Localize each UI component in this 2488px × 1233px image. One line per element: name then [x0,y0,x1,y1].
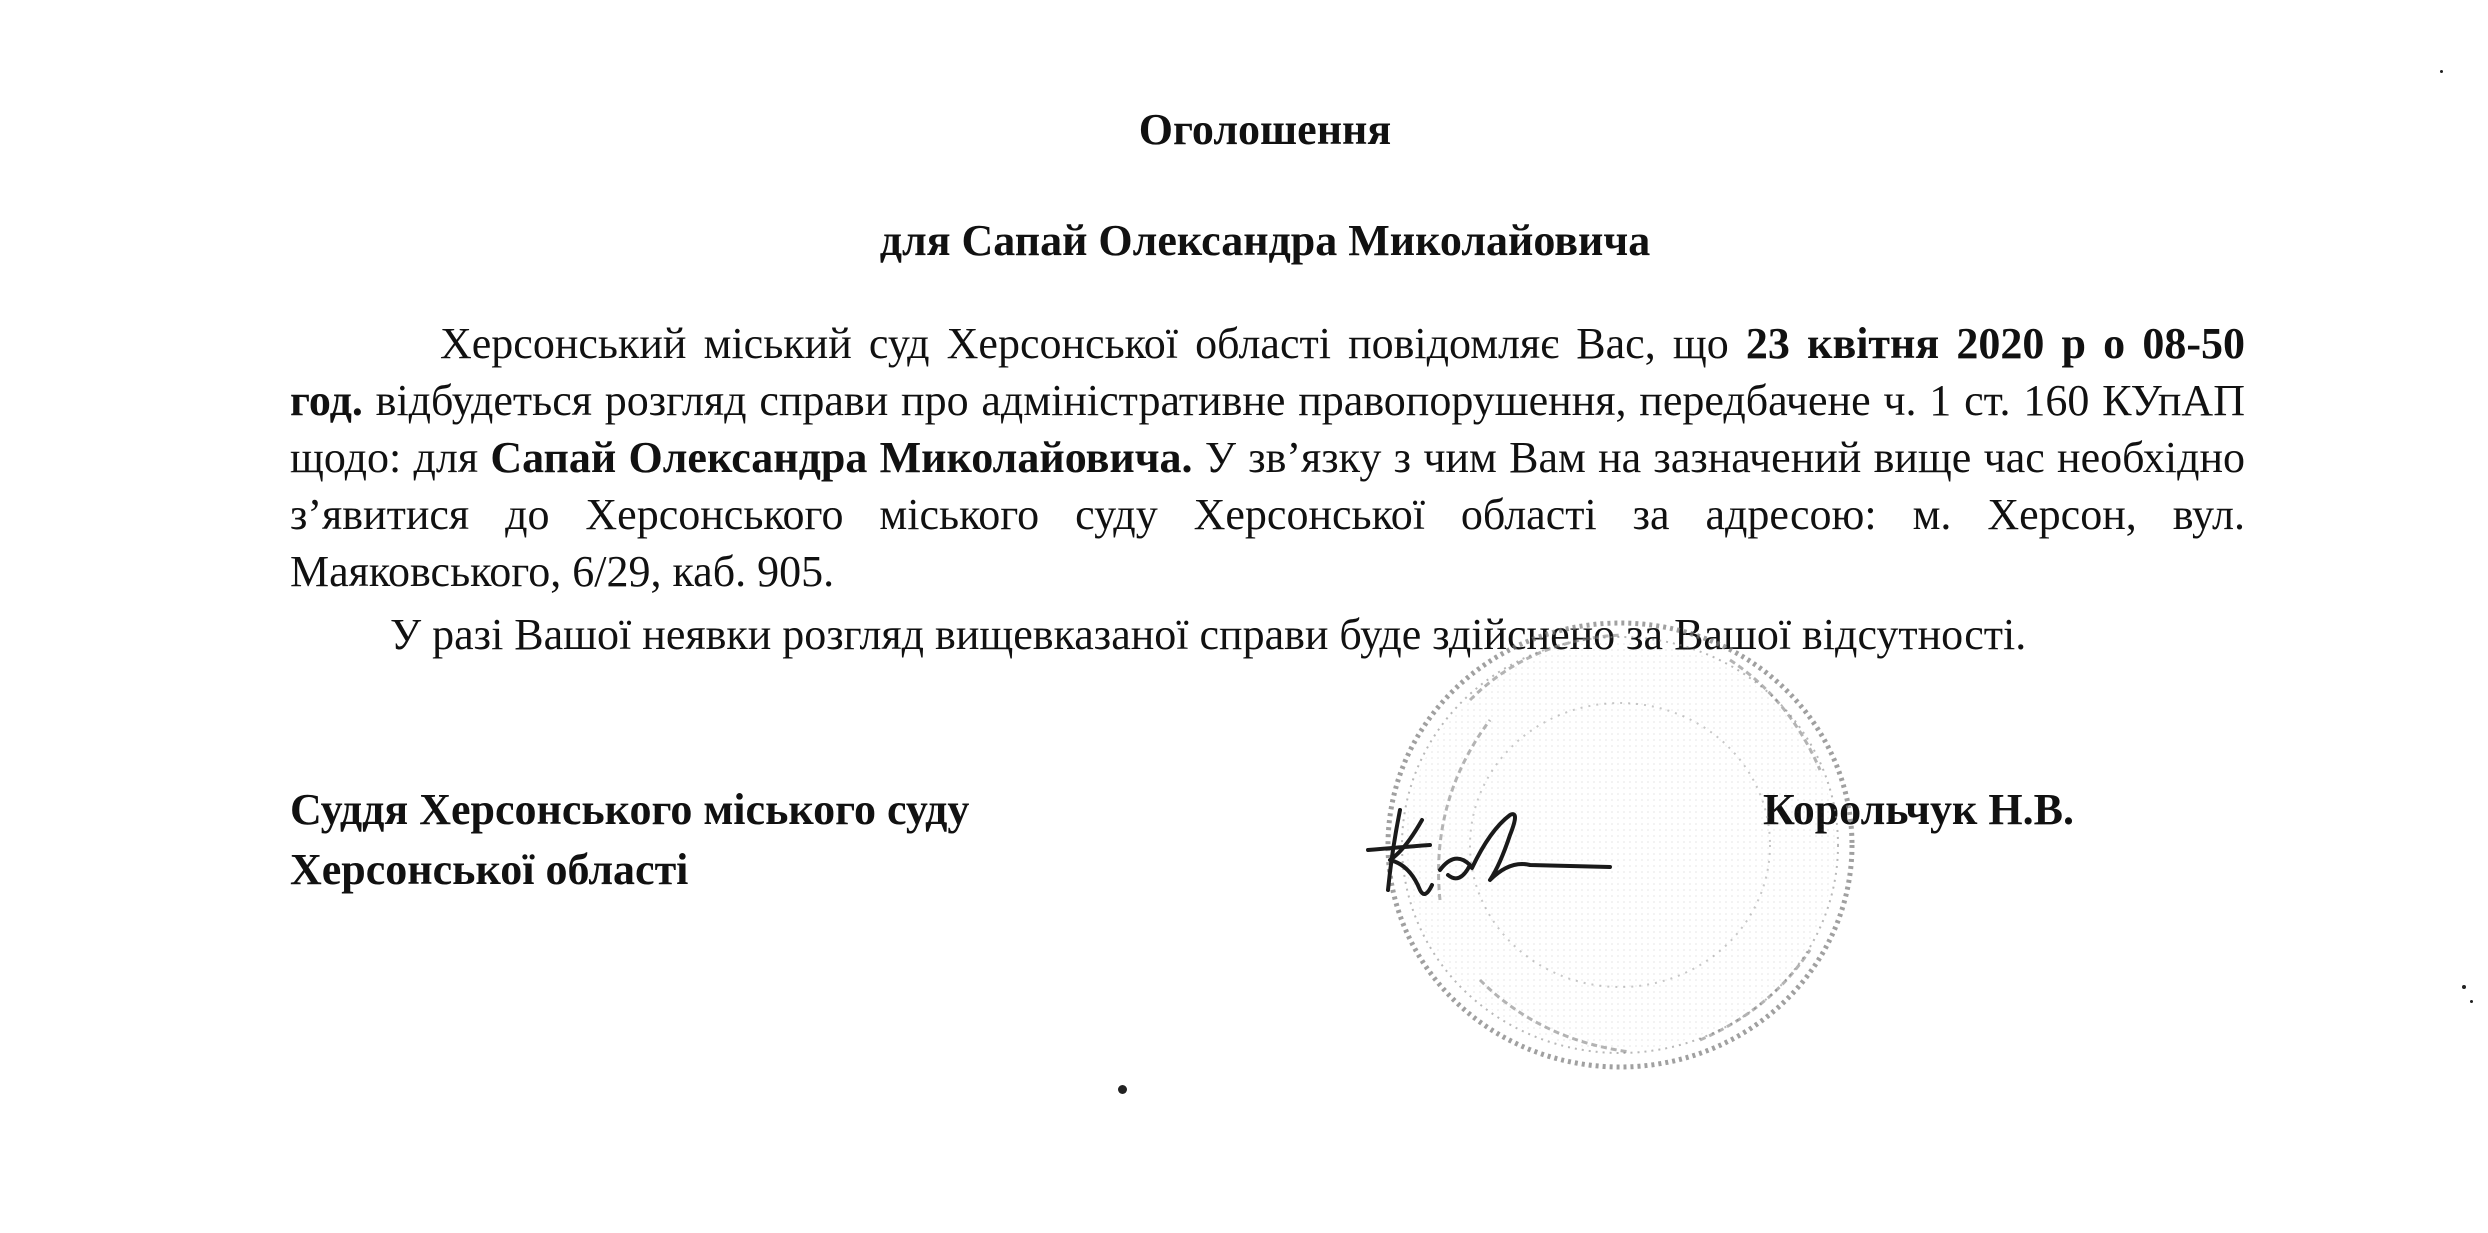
notice-text-part2: відбудеться розгляд справи про адміністративне правопорушення, передбачене ч. 1 ст. 160 КУпАП щодо: для [290,376,2245,482]
judge-name: Корольчук Н.В. [1763,785,2074,834]
notice-text-part1: Херсонський міський суд Херсонської області повідомляє Вас, що [440,319,1746,368]
judge-position-line1: Суддя Херсонського міського суду [290,785,970,834]
document-title: Оголошення [1138,105,1392,154]
court-stamp-icon [1370,600,1880,1080]
notice-text-part3: У зв’язку з чим Вам на зазначений вище час необхідно з’явитися до Херсонського міського суду Херсонської області за адресою: м. Херсон, вул. Маяковського, 6/29, каб. 905. [290,433,2245,596]
notice-paragraph [290,315,2245,600]
judge-position [290,780,969,900]
hearing-date-time: 23 квітня 2020 р о 08-50 год. [290,319,2245,425]
ink-speck [2462,985,2466,989]
document-body [290,315,2245,670]
ink-speck [2470,1000,2473,1003]
ink-speck [1118,1085,1127,1094]
document-subtitle: для Сапай Олександра Миколайовича [879,216,1651,265]
ink-speck [2440,70,2443,73]
person-name: Сапай Олександра Миколайовича. [490,433,1193,482]
absence-paragraph: У разі Вашої неявки розгляд вищевказаної справи буде здійснено за Вашої відсутності. [390,610,2027,659]
signature-icon [1360,790,1620,910]
judge-position-line2: Херсонської області [290,845,689,894]
